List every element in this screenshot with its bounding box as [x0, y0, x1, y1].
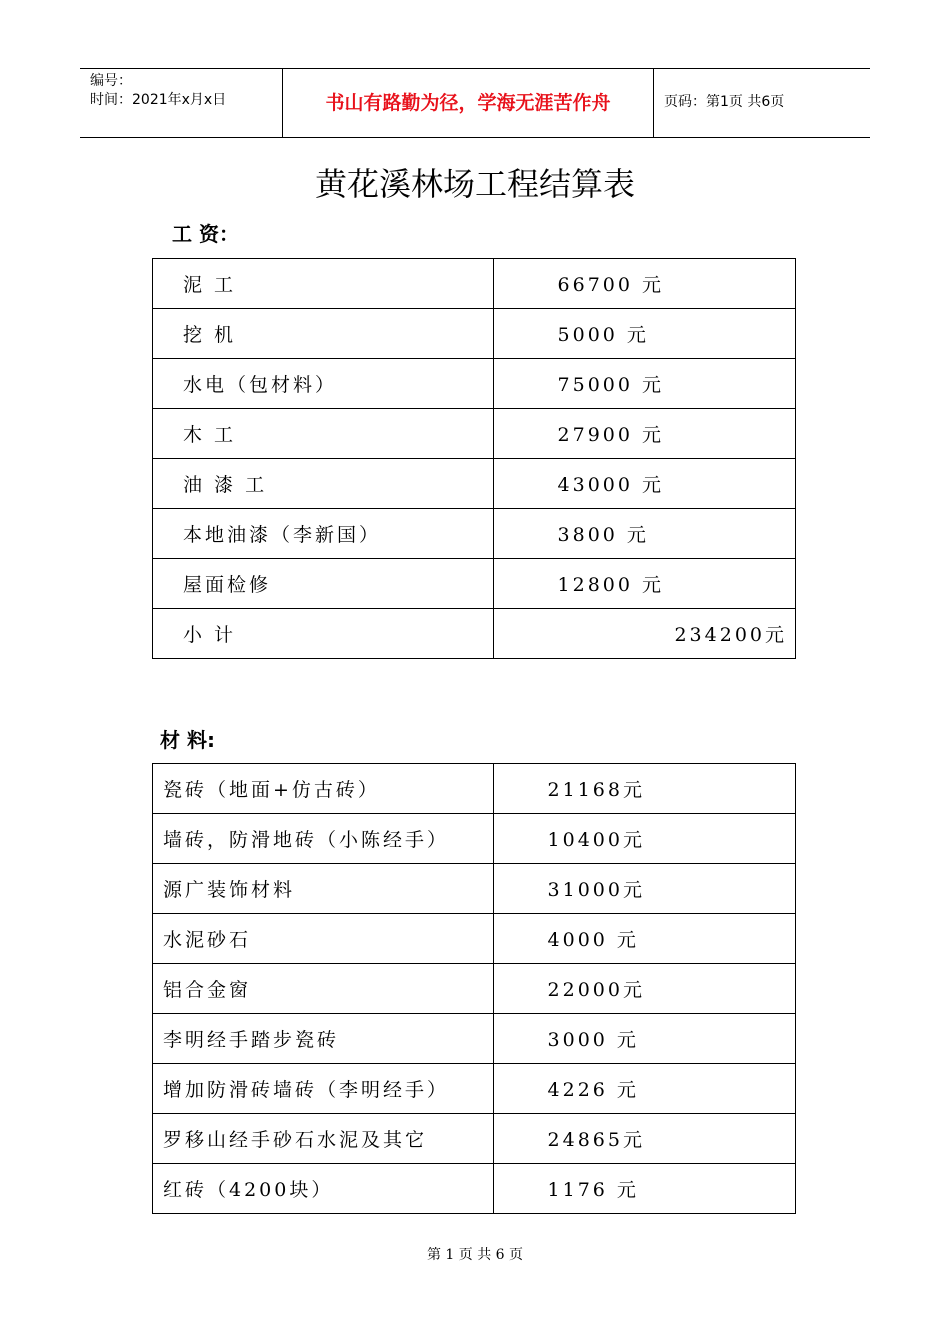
amount-cell: 1176 元 [493, 1164, 795, 1214]
item-cell: 瓷砖（地面+仿古砖） [153, 764, 494, 814]
subtotal-value: 234200元 [493, 609, 795, 659]
amount-cell: 3800 元 [493, 509, 795, 559]
header-page-cell [654, 69, 870, 137]
item-cell: 水电（包材料） [153, 359, 494, 409]
amount-cell: 4000 元 [493, 914, 795, 964]
table-row [153, 814, 796, 864]
table-row [153, 914, 796, 964]
amount-cell: 10400元 [493, 814, 795, 864]
table-row [153, 1014, 796, 1064]
amount-cell: 66700 元 [493, 259, 795, 309]
amount-cell: 43000 元 [493, 459, 795, 509]
table-row [153, 1164, 796, 1214]
number-label: 编号： [90, 73, 132, 89]
time-label: 时间：2021年x月x日 [90, 92, 227, 108]
motto-text: 书山有路勤为径，学海无涯苦作舟 [325, 92, 611, 114]
item-cell: 红砖（4200块） [153, 1164, 494, 1214]
subtotal-row [153, 609, 796, 659]
wages-heading: 工 资： [172, 222, 239, 246]
amount-cell: 27900 元 [493, 409, 795, 459]
table-row [153, 259, 796, 309]
materials-table [152, 763, 796, 1214]
item-cell: 挖 机 [153, 309, 494, 359]
amount-cell: 31000元 [493, 864, 795, 914]
item-cell: 屋面检修 [153, 559, 494, 609]
materials-heading: 材 料: [160, 728, 215, 752]
item-cell: 油 漆 工 [153, 459, 494, 509]
item-cell: 水泥砂石 [153, 914, 494, 964]
page-footer: 第 1 页 共 6 页 [426, 1247, 524, 1263]
amount-cell: 12800 元 [493, 559, 795, 609]
item-cell: 铝合金窗 [153, 964, 494, 1014]
item-cell: 罗移山经手砂石水泥及其它 [153, 1114, 494, 1164]
item-cell: 李明经手踏步瓷砖 [153, 1014, 494, 1064]
item-cell: 本地油漆（李新国） [153, 509, 494, 559]
page-header [80, 68, 870, 138]
amount-cell: 3000 元 [493, 1014, 795, 1064]
wages-table [152, 258, 796, 659]
amount-cell: 5000 元 [493, 309, 795, 359]
table-row [153, 1114, 796, 1164]
item-cell: 木 工 [153, 409, 494, 459]
table-row [153, 864, 796, 914]
page-info: 页码：第1页 共6页 [664, 94, 785, 110]
header-meta-cell [80, 69, 283, 137]
table-row [153, 1064, 796, 1114]
table-row [153, 964, 796, 1014]
table-row [153, 764, 796, 814]
table-row [153, 509, 796, 559]
amount-cell: 24865元 [493, 1114, 795, 1164]
amount-cell: 75000 元 [493, 359, 795, 409]
amount-cell: 22000元 [493, 964, 795, 1014]
table-row [153, 409, 796, 459]
header-motto-cell [283, 69, 654, 137]
amount-cell: 21168元 [493, 764, 795, 814]
item-cell: 泥 工 [153, 259, 494, 309]
table-row [153, 309, 796, 359]
amount-cell: 4226 元 [493, 1064, 795, 1114]
item-cell: 增加防滑砖墙砖（李明经手） [153, 1064, 494, 1114]
item-cell: 墙砖，防滑地砖（小陈经手） [153, 814, 494, 864]
table-row [153, 559, 796, 609]
document-title: 黄花溪林场工程结算表 [314, 165, 635, 203]
table-row [153, 359, 796, 409]
subtotal-label: 小 计 [153, 609, 494, 659]
item-cell: 源广装饰材料 [153, 864, 494, 914]
table-row [153, 459, 796, 509]
